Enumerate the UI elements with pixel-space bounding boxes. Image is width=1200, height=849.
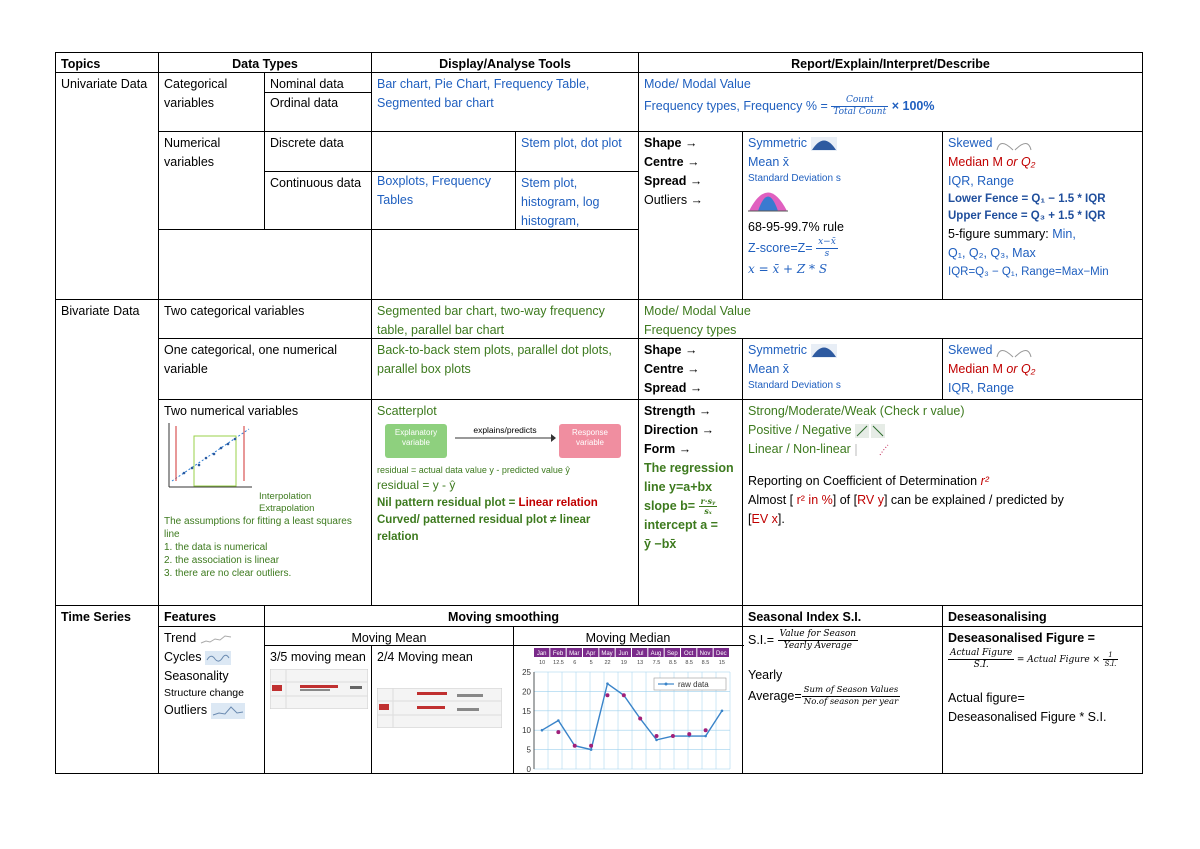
- average-fraction: [802, 685, 901, 708]
- y-tick-label: 20: [522, 687, 531, 697]
- assumption-3: 3. there are no clear outliers.: [164, 568, 292, 579]
- header-report: Report/Explain/Interpret/Describe: [791, 57, 990, 71]
- header-topics: Topics: [61, 57, 101, 71]
- symmetric-label: Symmetric: [748, 136, 808, 150]
- trend-label: Trend: [164, 631, 197, 645]
- form-options: Linear / Non-linear: [748, 442, 851, 456]
- biv-median-label: Median M: [948, 362, 1007, 376]
- value-label: 12.5: [553, 660, 564, 666]
- median-or: or: [1006, 155, 1018, 169]
- strength-label: Strength →: [644, 404, 712, 418]
- lower-fence: Lower Fence = Q₁ − 1.5 * IQR: [948, 193, 1106, 205]
- cycles-icon: [205, 651, 231, 665]
- topic-time-series: Time Series: [61, 610, 131, 624]
- scatterplot-label: Scatterplot: [377, 404, 437, 418]
- month-label: Oct: [683, 651, 694, 657]
- two-numerical-cell: [159, 400, 371, 605]
- numerical-variables: Numerical variables: [164, 136, 221, 169]
- moving-median-point: [589, 744, 593, 748]
- si-label: S.I.=: [748, 632, 775, 647]
- month-label: Mar: [569, 651, 580, 657]
- frequency-times: × 100%: [891, 98, 935, 113]
- moving-median-point: [638, 717, 642, 721]
- actual-figure-label: Actual figure=: [948, 691, 1025, 705]
- five-figure-quartiles: Q₁, Q₂, Q₃, Max: [948, 246, 1036, 260]
- features-header: Features: [164, 610, 217, 624]
- biv-symmetric-cell: [743, 339, 942, 399]
- assumption-2: 2. the association is linear: [164, 555, 280, 566]
- scatterplot-cell: [372, 400, 638, 605]
- biv-mean-label: Mean x̄: [748, 362, 789, 376]
- symmetric-cell: [743, 132, 942, 299]
- biv-symmetric-label: Symmetric: [748, 343, 808, 357]
- value-label: 8.5: [669, 660, 677, 666]
- slope-numerator: r·sᵧ: [700, 496, 716, 507]
- almost-e: ].: [777, 512, 785, 526]
- empirical-rule: 68-95-99.7% rule: [748, 220, 844, 234]
- univariate-num-descriptors: [639, 132, 742, 232]
- deseasonalised-figure-label: Deseasonalised Figure =: [948, 631, 1095, 645]
- median-label: Median M: [948, 155, 1007, 169]
- median-q2: Q₂: [1017, 155, 1036, 169]
- moving-median-point: [573, 744, 577, 748]
- response-variable-box: Response variable: [559, 424, 621, 458]
- extrapolation-label: Extrapolation: [259, 503, 315, 514]
- features-cell: [159, 627, 264, 773]
- moving-median-header: Moving Median: [585, 631, 671, 645]
- interpolation-label: Interpolation: [259, 491, 312, 502]
- deseasonalising-cell: [943, 627, 1142, 773]
- y-tick-label: 0: [526, 765, 531, 773]
- positive-negative-icon: [855, 424, 885, 438]
- moving-median-chart-cell: [514, 646, 742, 773]
- two-categorical-tools: Segmented bar chart, two-way frequency table, parallel bar chart: [377, 304, 605, 337]
- almost-ev: EV x: [751, 512, 778, 526]
- actual-figure-formula: Deseasonalised Figure * S.I.: [948, 710, 1107, 724]
- mode-text: Mode/ Modal Value: [644, 77, 751, 91]
- month-label: Feb: [552, 651, 564, 657]
- average-denominator: No.of season per year: [803, 697, 899, 707]
- moving-mean-24-cell: [372, 646, 513, 773]
- almost-a: Almost [: [748, 493, 797, 507]
- month-label: Sep: [666, 651, 678, 657]
- raw-data-point: [541, 729, 544, 732]
- moving-median-point: [605, 693, 609, 697]
- biv-skewed-cell: [943, 339, 1142, 399]
- reporting-r2: r²: [980, 474, 989, 488]
- value-label: 6: [573, 660, 577, 666]
- categorical-variables: Categorical variables: [164, 77, 228, 110]
- two-numerical-label: Two numerical variables: [164, 404, 299, 418]
- seasonality-label: Seasonality: [164, 669, 229, 683]
- value-label: 8.5: [685, 660, 693, 666]
- ordinal-data: Ordinal data: [270, 96, 339, 110]
- raw-data-point: [655, 739, 658, 742]
- intercept-eq: ȳ −bx̄: [644, 537, 677, 552]
- reciprocal-fraction: [1103, 651, 1119, 668]
- scatter-thumbnail-icon: [164, 421, 254, 491]
- iqr-range: IQR, Range: [948, 174, 1015, 188]
- categorical-tools: Bar chart, Pie Chart, Frequency Table, Segmented bar chart: [377, 77, 590, 110]
- almost-r2: r² in %: [796, 493, 833, 507]
- moving-mean-header: Moving Mean: [351, 631, 427, 645]
- si-fraction: [778, 629, 859, 652]
- moving-smoothing-header: Moving smoothing: [447, 610, 560, 624]
- intercept-label: intercept a =: [644, 518, 718, 533]
- month-label: Jan: [536, 651, 547, 657]
- biv-spread-label: Spread →: [644, 381, 703, 395]
- moving-median-point: [704, 728, 708, 732]
- y-tick-label: 10: [522, 726, 531, 736]
- header-tools: Display/Analyse Tools: [439, 57, 571, 71]
- nil-pattern-label: Nil pattern residual plot =: [377, 497, 519, 509]
- bivariate-freq-types: Frequency types: [644, 323, 737, 337]
- moving-median-point: [671, 734, 675, 738]
- residual-formula: residual = y - ŷ: [377, 478, 456, 492]
- biv-median-or: or: [1006, 362, 1018, 376]
- zscore-numerator: x−x̄: [818, 237, 836, 247]
- seasonal-index-cell: [743, 627, 942, 773]
- curved-pattern: Curved/ patterned residual plot ≠ linear relation: [377, 514, 591, 543]
- reciprocal-denominator: S.I.: [1104, 660, 1117, 668]
- moving-mean-24-label: 2/4 Moving mean: [377, 650, 473, 664]
- assumption-1: 1. the data is numerical: [164, 542, 268, 553]
- deseasonalised-fraction: [948, 648, 1014, 671]
- average-numerator: Sum of Season Values: [803, 685, 899, 695]
- reporting-label: Reporting on Coefficient of Determination: [748, 474, 978, 488]
- moving-mean-24-table-icon: [377, 688, 502, 728]
- biv-iqr-range: IQR, Range: [948, 381, 1015, 395]
- month-label: May: [601, 651, 613, 657]
- month-label: Aug: [650, 651, 662, 657]
- deseasonalised-denominator: S.I.: [973, 660, 989, 670]
- value-label: 10: [539, 660, 546, 666]
- residual-definition: residual = actual data value y - predicted value ŷ: [377, 465, 570, 475]
- moving-mean-35-cell: [265, 646, 371, 773]
- outliers-icon: [211, 703, 245, 719]
- value-label: 7.5: [652, 660, 661, 666]
- sd-label: Standard Deviation s: [748, 173, 841, 184]
- iqr-formula: IQR=Q₃ − Q₁, Range=Max−Min: [948, 266, 1109, 278]
- y-tick-label: 5: [526, 745, 531, 755]
- frequency-denominator: Total Count: [833, 107, 887, 117]
- nil-pattern-linear: Linear relation: [518, 497, 598, 509]
- topic-bivariate: Bivariate Data: [61, 304, 140, 318]
- biv-median-q2: Q₂: [1017, 362, 1036, 376]
- linear-nonlinear-icon: [854, 443, 894, 457]
- month-label: Apr: [585, 651, 596, 657]
- stem-hist-tools: Stem plot, histogram, log histogram,: [521, 176, 600, 228]
- stem-dot-tools: Stem plot, dot plot: [521, 136, 622, 150]
- outliers-ts-label: Outliers: [164, 703, 208, 717]
- zscore-denominator: s: [824, 249, 830, 259]
- almost-b: ] of [: [832, 493, 858, 507]
- biv-skewed-label: Skewed: [948, 343, 993, 357]
- skewed-curve-icon: [996, 137, 1032, 151]
- y-tick-label: 15: [522, 706, 531, 716]
- almost-d: [: [748, 512, 752, 526]
- deseasonalised-numerator: Actual Figure: [950, 648, 1013, 658]
- one-categorical-tools: Back-to-back stem plots, parallel dot plots, parallel box plots: [377, 343, 612, 376]
- slope-denominator: sₓ: [704, 506, 712, 517]
- raw-data-point: [590, 748, 593, 751]
- frequency-types-text: Frequency types, Frequency % =: [644, 98, 828, 113]
- skewed-label: Skewed: [948, 136, 993, 150]
- centre-label: Centre →: [644, 155, 700, 169]
- average-label: Average=: [748, 688, 802, 703]
- reciprocal-numerator: 1: [1103, 651, 1119, 660]
- moving-median-point: [687, 732, 691, 736]
- month-label: Jun: [618, 651, 629, 657]
- biv-shape-label: Shape →: [644, 343, 698, 357]
- direction-label: Direction →: [644, 423, 715, 437]
- almost-rv: RV y: [857, 493, 884, 507]
- value-label: 8.5: [701, 660, 710, 666]
- skewed-cell: [943, 132, 1142, 299]
- deseasonalising-header: Deseasonalising: [948, 610, 1047, 624]
- strength-options: Strong/Moderate/Weak (Check r value): [748, 404, 965, 418]
- month-label: Dec: [715, 651, 727, 657]
- biv-sd-label: Standard Deviation s: [748, 380, 841, 391]
- value-label: 22: [604, 660, 611, 666]
- bivariate-mode: Mode/ Modal Value: [644, 304, 751, 318]
- direction-options: Positive / Negative: [748, 423, 852, 437]
- cycles-label: Cycles: [164, 650, 202, 664]
- month-label: Nov: [699, 651, 711, 657]
- moving-median-point: [655, 734, 659, 738]
- explains-predicts-label: explains/predicts: [473, 425, 537, 435]
- biv-symmetric-curve-icon: [811, 344, 837, 358]
- regression-cell: [639, 400, 742, 605]
- legend-marker: [665, 683, 668, 686]
- raw-data-point: [704, 735, 707, 738]
- bivariate-num-descriptors: [639, 339, 742, 399]
- si-denominator: Yearly Average: [783, 641, 852, 651]
- form-label: Form →: [644, 442, 692, 456]
- zscore-fraction: [816, 237, 838, 260]
- almost-c: ] can be explained / predicted by: [883, 493, 1064, 507]
- moving-median-point: [622, 693, 626, 697]
- bivariate-cat-report: [639, 300, 1142, 338]
- upper-fence: Upper Fence = Q₃ + 1.5 * IQR: [948, 210, 1106, 222]
- deseasonalised-eq: = Actual Figure ×: [1016, 654, 1101, 665]
- explanatory-variable-box: Explanatory variable: [385, 424, 447, 458]
- continuous-data: Continuous data: [270, 176, 362, 190]
- shape-label: Shape →: [644, 136, 698, 150]
- value-label: 5: [589, 660, 593, 666]
- raw-data-point: [557, 719, 560, 722]
- legend-label: raw data: [678, 680, 709, 689]
- five-figure-min: Min,: [1052, 227, 1076, 241]
- association-cell: [743, 400, 1142, 605]
- slope-label: slope b=: [644, 499, 696, 513]
- slope-fraction: [699, 497, 718, 516]
- y-tick-label: 25: [522, 668, 531, 677]
- value-label: 13: [637, 660, 644, 666]
- outliers-label: Outliers →: [644, 193, 704, 207]
- trend-icon: [200, 633, 232, 645]
- frequency-numerator: Count: [831, 95, 888, 107]
- moving-mean-35-table-icon: [270, 669, 368, 709]
- raw-data-point: [721, 710, 724, 713]
- discrete-data: Discrete data: [270, 136, 344, 150]
- yearly-label: Yearly: [748, 668, 783, 682]
- spread-label: Spread →: [644, 174, 703, 188]
- moving-mean-35-label: 3/5 moving mean: [270, 650, 366, 664]
- univariate-cat-report: [639, 73, 1142, 131]
- frequency-fraction: [831, 95, 888, 118]
- regression-line-eq: line y=a+bx: [644, 480, 713, 494]
- structure-change-label: Structure change: [164, 687, 244, 699]
- nominal-data: Nominal data: [270, 77, 344, 91]
- seasonal-index-header: Seasonal Index S.I.: [748, 610, 862, 624]
- value-label: 19: [620, 660, 627, 666]
- arrow-icon: [455, 433, 557, 443]
- header-data-types: Data Types: [232, 57, 298, 71]
- topic-univariate: Univariate Data: [61, 77, 148, 91]
- two-categorical: Two categorical variables: [164, 304, 305, 318]
- zscore-label: Z-score=Z=: [748, 240, 813, 255]
- moving-median-point: [556, 730, 560, 734]
- month-label: Jul: [635, 651, 644, 657]
- si-numerator: Value for Season: [779, 629, 857, 639]
- the-regression-label: The regression: [644, 461, 734, 475]
- mean-label: Mean x̄: [748, 155, 789, 169]
- assumptions-label: The assumptions for fitting a least squares line: [164, 516, 352, 540]
- moving-median-chart: [514, 646, 742, 773]
- raw-data-point: [606, 682, 609, 685]
- one-categorical: One categorical, one numerical variable: [164, 343, 338, 376]
- biv-centre-label: Centre →: [644, 362, 700, 376]
- boxplot-tools: Boxplots, Frequency Tables: [377, 174, 491, 207]
- biv-skewed-curve-icon: [996, 344, 1032, 358]
- x-formula: x = x̄ + Z * S: [748, 262, 828, 276]
- value-label: 15: [718, 660, 725, 666]
- five-figure-label: 5-figure summary:: [948, 227, 1053, 241]
- normal-distribution-icon: [748, 186, 788, 212]
- symmetric-curve-icon: [811, 137, 837, 151]
